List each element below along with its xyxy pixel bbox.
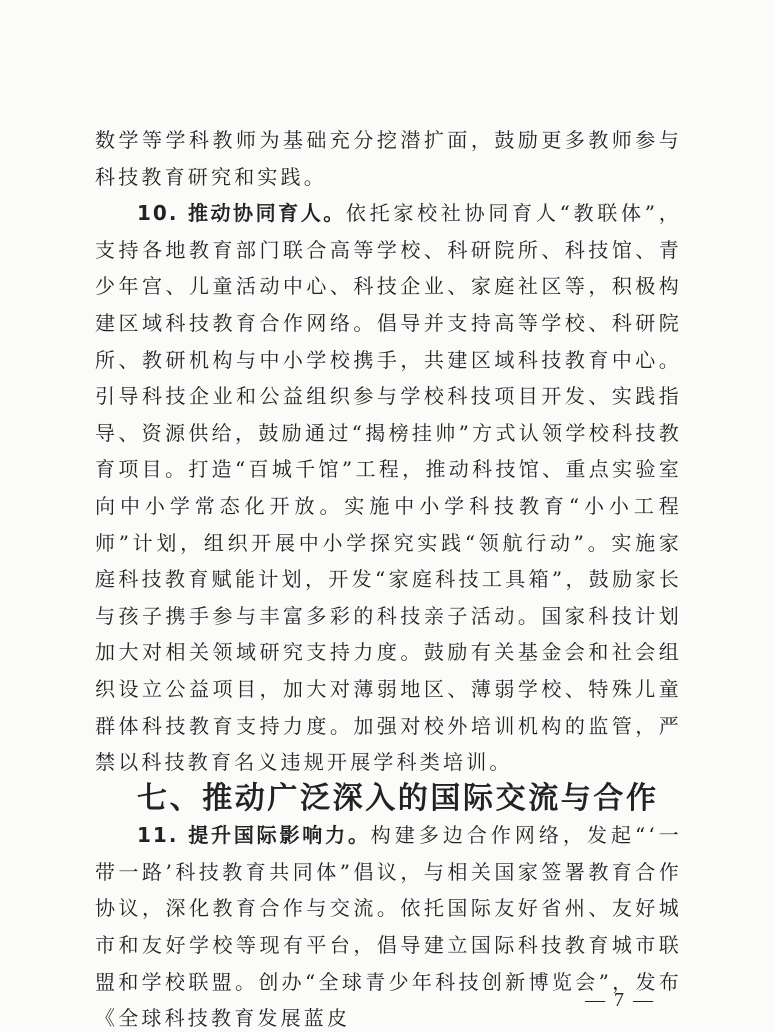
- paragraph-text: 依托家校社协同育人“教联体”，支持各地教育部门联合高等学校、科研院所、科技馆、青少年宫、儿童活动中心、科技企业、家庭社区等，积极构建区域科技教育合作网络。倡导并支持高等学校、科研院所、教研机构与中小学校携手，共建区域科技教育中心。引导科技企业和公益组织参与学校科技项目开发、实践指导、资源供给，鼓励通过“揭榜挂帅”方式认领学校科技教育项目。打造“百城千馆”工程，推动科技馆、重点实验室向中小学常态化开放。实施中小学科技教育“小小工程师”计划，组织开展中小学探究实践“领航行动”。实施家庭科技教育赋能计划，开发“家庭科技工具箱”，鼓励家长与孩子携手参与丰富多彩的科技亲子活动。国家科技计划加大对相关领域研究支持力度。鼓励有关基金会和社会组织设立公益项目，加大对薄弱地区、薄弱学校、特殊儿童群体科技教育支持力度。加强对校外培训机构的监管，严禁以科技教育名义违规开展学科类培训。: [95, 201, 682, 775]
- paragraph-text: 数学等学科教师为基础充分挖潜扩面，鼓励更多教师参与科技教育研究和实践。: [95, 128, 682, 189]
- paragraph-continuation: [95, 122, 682, 195]
- page-number: — 7 —: [585, 989, 655, 1011]
- paragraph-lead: 11. 提升国际影响力。: [137, 823, 371, 848]
- section-heading: 七、推动广泛深入的国际交流与合作: [137, 780, 659, 816]
- paragraph-text: 构建多边合作网络，发起“‘一带一路’科技教育共同体”倡议，与相关国家签署教育合作协议，深化教育合作与交流。依托国际友好省州、友好城市和友好学校等现有平台，倡导建立国际科技教育城市联盟和学校联盟。创办“全球青少年科技创新博览会”，发布《全球科技教育发展蓝皮: [95, 823, 682, 1031]
- paragraph-collaborative-education: [95, 195, 682, 781]
- paragraph-lead: 10. 推动协同育人。: [137, 201, 346, 226]
